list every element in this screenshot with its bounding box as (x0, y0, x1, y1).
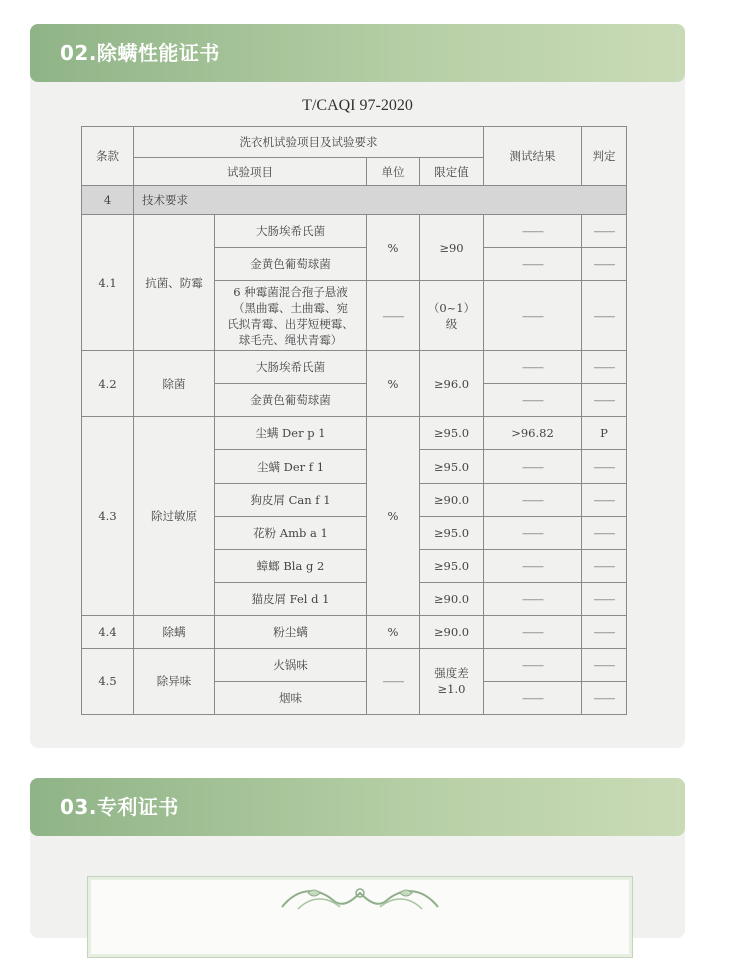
verdict: —— (582, 281, 627, 351)
verdict: —— (582, 681, 627, 714)
verdict: —— (582, 615, 627, 648)
section-header (30, 24, 685, 82)
clause-number: 4 (82, 186, 134, 215)
table-row (82, 351, 627, 384)
section-header (30, 778, 685, 836)
test-item: 尘螨 Der p 1 (215, 417, 367, 450)
test-item: 粉尘螨 (215, 615, 367, 648)
limit (420, 648, 484, 714)
section-title: 03.专利证书 (60, 795, 179, 819)
header-unit: 单位 (367, 158, 420, 186)
test-item: 烟味 (215, 681, 367, 714)
clause-number: 4.4 (82, 615, 134, 648)
unit: % (367, 615, 420, 648)
unit: % (367, 351, 420, 417)
performance-certificate-section (30, 24, 685, 748)
limit: ≥90.0 (420, 483, 484, 516)
result: —— (484, 384, 582, 417)
table-row (82, 215, 627, 248)
mold-line: （黑曲霉、土曲霉、宛 (233, 300, 348, 315)
limit: ≥96.0 (420, 351, 484, 417)
patent-certificate-image (87, 876, 633, 958)
limit-line: 强度差 (434, 666, 469, 681)
verdict: P (582, 417, 627, 450)
test-item-mold (215, 281, 367, 351)
mold-line: 球毛壳、绳状青霉） (238, 332, 343, 347)
verdict: —— (582, 351, 627, 384)
test-requirements-table (81, 126, 627, 715)
limit-line: ≥1.0 (437, 682, 466, 697)
header-item: 试验项目 (134, 158, 367, 186)
test-item: 花粉 Amb a 1 (215, 516, 367, 549)
clause-number: 4.2 (82, 351, 134, 417)
clause-number: 4.3 (82, 417, 134, 615)
test-item: 金黄色葡萄球菌 (215, 384, 367, 417)
mold-line: 6 种霉菌混合孢子悬液 (233, 284, 348, 299)
limit-line: （0~1） (427, 300, 476, 315)
result: —— (484, 549, 582, 582)
clause-number: 4.1 (82, 215, 134, 351)
limit: ≥95.0 (420, 450, 484, 483)
category: 除异味 (134, 648, 215, 714)
table-row (82, 186, 627, 215)
test-item: 大肠埃希氏菌 (215, 215, 367, 248)
table-row (82, 417, 627, 450)
header-result: 测试结果 (484, 127, 582, 186)
section-title: 02.除螨性能证书 (60, 41, 220, 65)
limit: ≥95.0 (420, 549, 484, 582)
test-item: 狗皮屑 Can f 1 (215, 483, 367, 516)
unit: —— (367, 648, 420, 714)
certificate-ornament (278, 883, 442, 913)
limit: ≥90.0 (420, 615, 484, 648)
standard-number: T/CAQI 97-2020 (302, 97, 413, 114)
result: —— (484, 582, 582, 615)
result: —— (484, 681, 582, 714)
unit: —— (367, 281, 420, 351)
verdict: —— (582, 384, 627, 417)
test-item: 大肠埃希氏菌 (215, 351, 367, 384)
table-row (82, 615, 627, 648)
limit-line: 级 (445, 316, 458, 331)
result: —— (484, 615, 582, 648)
result: —— (484, 351, 582, 384)
test-item: 尘螨 Der f 1 (215, 450, 367, 483)
verdict: —— (582, 648, 627, 681)
test-item: 火锅味 (215, 648, 367, 681)
mold-line: 氏拟青霉、出芽短梗霉、 (227, 316, 354, 331)
clause-number: 4.5 (82, 648, 134, 714)
table-row (82, 648, 627, 681)
patent-certificate-section (30, 778, 685, 938)
header-verdict: 判定 (582, 127, 627, 186)
category: 除菌 (134, 351, 215, 417)
verdict: —— (582, 516, 627, 549)
test-item: 蟑螂 Bla g 2 (215, 549, 367, 582)
header-group: 洗衣机试验项目及试验要求 (134, 127, 484, 158)
unit: % (367, 417, 420, 615)
limit: ≥95.0 (420, 417, 484, 450)
result: —— (484, 248, 582, 281)
verdict: —— (582, 248, 627, 281)
table-header-row (82, 127, 627, 158)
verdict: —— (582, 483, 627, 516)
test-item: 猫皮屑 Fel d 1 (215, 582, 367, 615)
limit (420, 281, 484, 351)
section-label: 技术要求 (134, 186, 627, 215)
test-item: 金黄色葡萄球菌 (215, 248, 367, 281)
result: —— (484, 516, 582, 549)
verdict: —— (582, 450, 627, 483)
result: —— (484, 215, 582, 248)
verdict: —— (582, 549, 627, 582)
result: —— (484, 450, 582, 483)
limit: ≥95.0 (420, 516, 484, 549)
verdict: —— (582, 215, 627, 248)
result: —— (484, 281, 582, 351)
result: —— (484, 648, 582, 681)
limit: ≥90 (420, 215, 484, 281)
verdict: —— (582, 582, 627, 615)
category: 除过敏原 (134, 417, 215, 615)
header-limit: 限定值 (420, 158, 484, 186)
category: 抗菌、防霉 (134, 215, 215, 351)
header-clause: 条款 (82, 127, 134, 186)
unit: % (367, 215, 420, 281)
category: 除螨 (134, 615, 215, 648)
result: —— (484, 483, 582, 516)
result: >96.82 (484, 417, 582, 450)
limit: ≥90.0 (420, 582, 484, 615)
